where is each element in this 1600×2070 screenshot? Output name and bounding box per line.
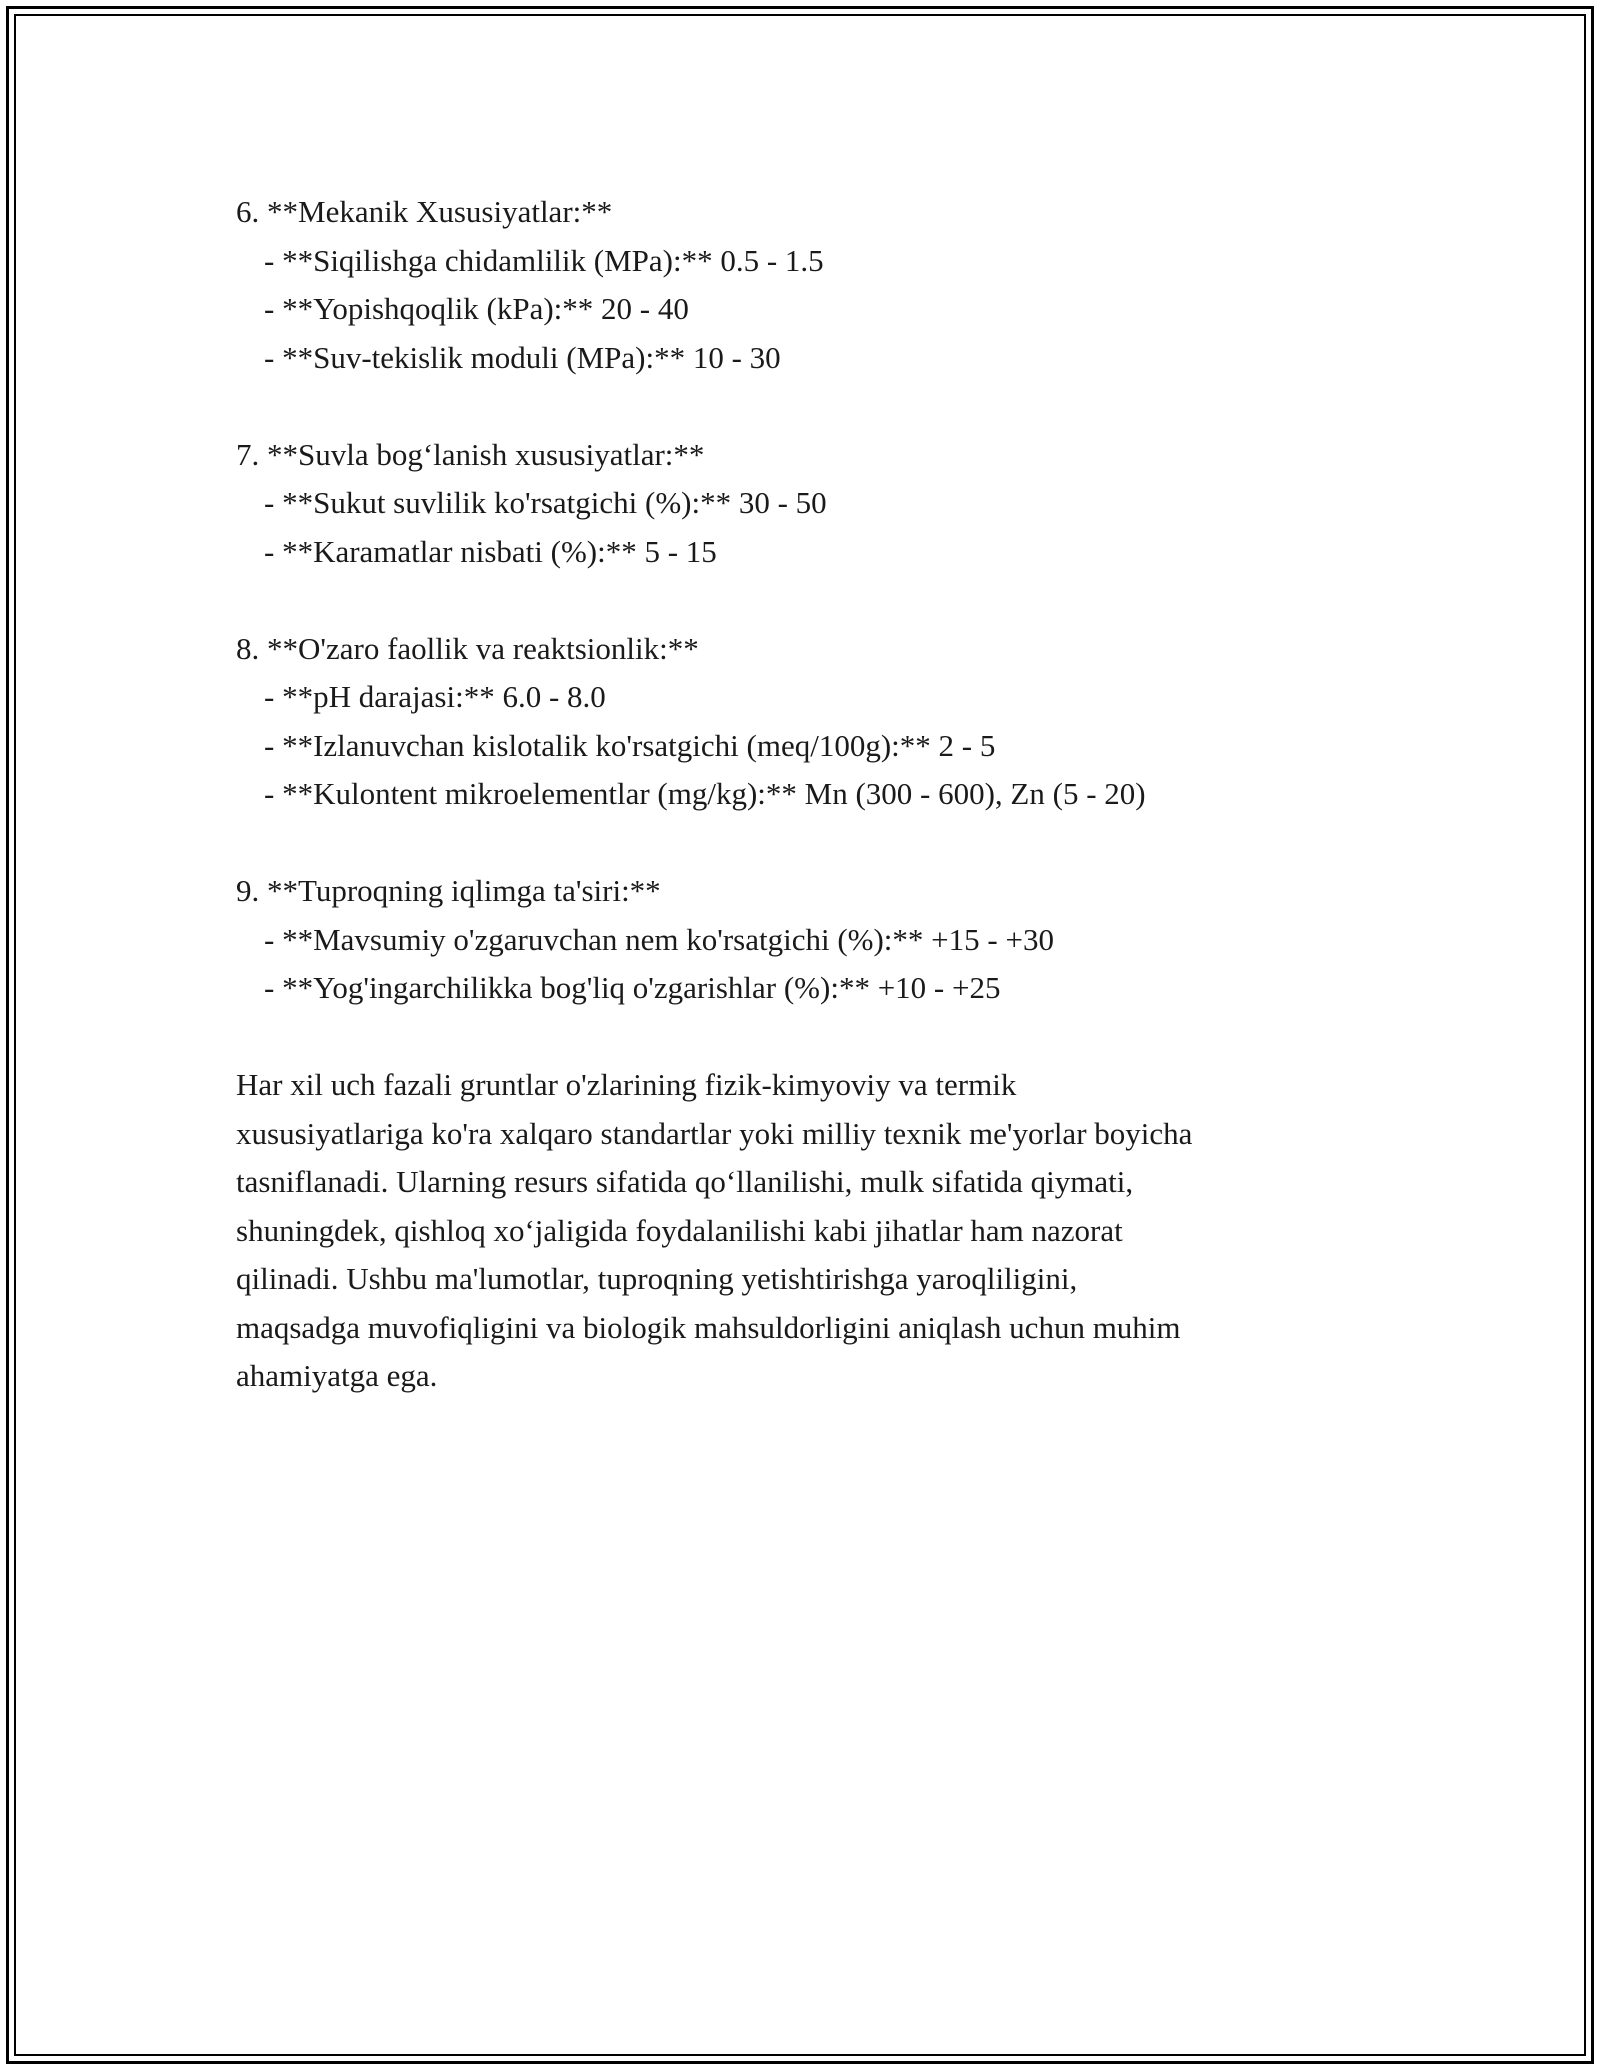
list-item: - **Mavsumiy o'zgaruvchan nem ko'rsatgichi (%):** +15 - +30 — [264, 921, 1054, 957]
list-item: - **Siqilishga chidamlilik (MPa):** 0.5 - 1.5 — [264, 242, 824, 278]
section-heading: 8. **O'zaro faollik va reaktsionlik:** — [236, 630, 699, 666]
section-reactivity — [236, 625, 1386, 819]
summary-paragraph — [236, 1061, 1386, 1401]
section-heading: 6. **Mekanik Xususiyatlar:** — [236, 194, 613, 229]
list-item: - **Kulontent mikroelementlar (mg/kg):** Mn (300 - 600), Zn (5 - 20) — [264, 776, 1146, 811]
list-item: - **Yog'ingarchilikka bog'liq o'zgarishlar (%):** +10 - +25 — [264, 970, 1001, 1005]
list-item: - **Izlanuvchan kislotalik ko'rsatgichi (meq/100g):** 2 - 5 — [264, 727, 996, 763]
list-item: - **Sukut suvlilik ko'rsatgichi (%):** 30 - 50 — [264, 485, 827, 520]
list-item: - **Suv-tekislik moduli (MPa):** 10 - 30 — [264, 339, 781, 375]
document-body — [236, 188, 1386, 1401]
list-item: - **Karamatlar nisbati (%):** 5 - 15 — [264, 533, 717, 569]
list-item: - **Yopishqoqlik (kPa):** 20 - 40 — [264, 291, 689, 326]
section-water-binding-properties — [236, 431, 1386, 577]
paragraph-line: maqsadga muvofiqligini va biologik mahsuldorligini aniqlash uchun muhim — [236, 1309, 1181, 1345]
paragraph-line: tasniflanadi. Ularning resurs sifatida qo‘llanilishi, mulk sifatida qiymati, — [236, 1164, 1134, 1199]
paragraph-line: shuningdek, qishloq xo‘jaligida foydalanilishi kabi jihatlar ham nazorat — [236, 1212, 1123, 1248]
section-mechanical-properties — [236, 188, 1386, 382]
section-climate-influence — [236, 867, 1386, 1013]
paragraph-line: qilinadi. Ushbu ma'lumotlar, tuproqning yetishtirishga yaroqliligini, — [236, 1261, 1078, 1296]
section-heading: 9. **Tuproqning iqlimga ta'siri:** — [236, 873, 661, 908]
list-item: - **pH darajasi:** 6.0 - 8.0 — [264, 679, 606, 714]
paragraph-line: ahamiyatga ega. — [236, 1358, 438, 1393]
section-heading: 7. **Suvla bog‘lanish xususiyatlar:** — [236, 436, 705, 472]
paragraph-line: xususiyatlariga ko'ra xalqaro standartlar yoki milliy texnik me'yorlar boyicha — [236, 1115, 1193, 1151]
paragraph-line: Har xil uch fazali gruntlar o'zlarining fizik-kimyoviy va termik — [236, 1067, 1017, 1102]
